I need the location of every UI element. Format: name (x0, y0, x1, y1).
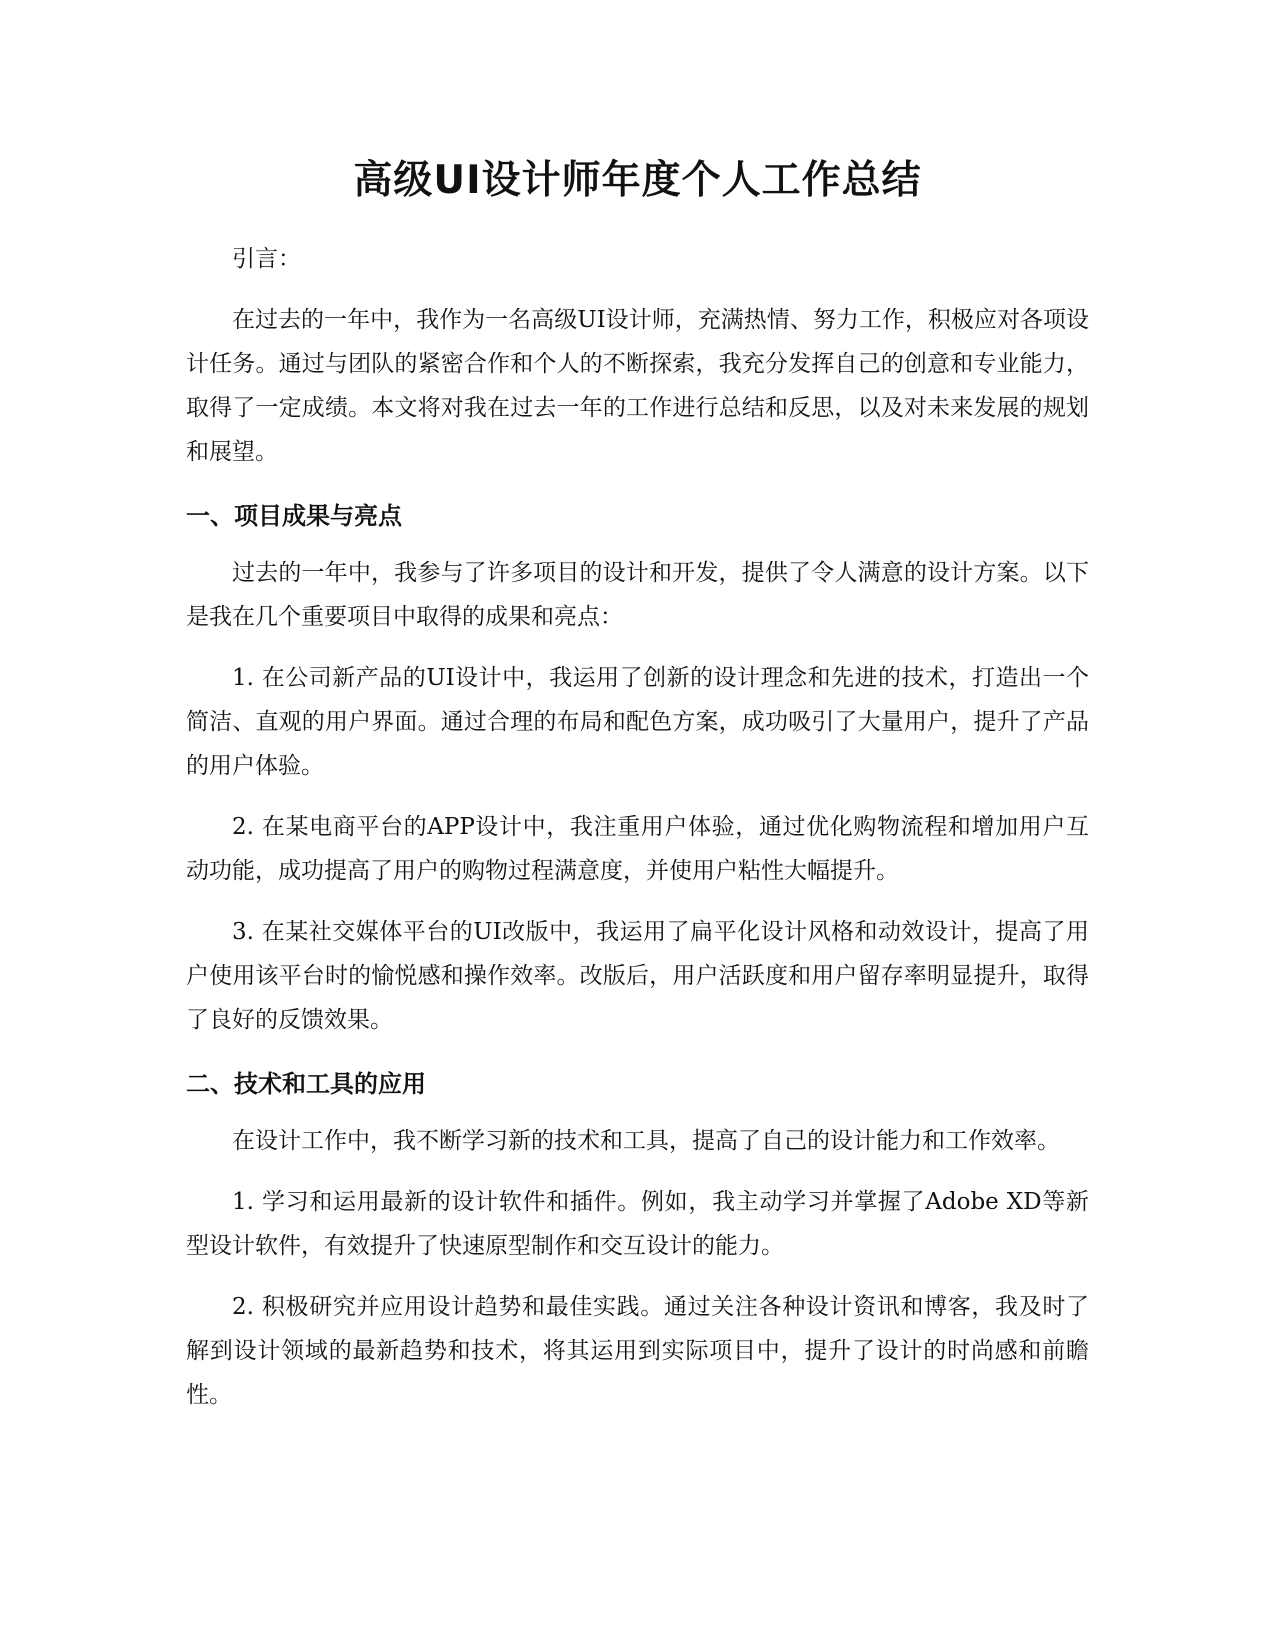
section-1-item-3: 3. 在某社交媒体平台的UI改版中，我运用了扁平化设计风格和动效设计，提高了用户使用该平台时的愉悦感和操作效率。改版后，用户活跃度和用户留存率明显提升，取得了良好的反馈效果。 (186, 919, 1089, 1033)
document-body (186, 145, 1089, 1434)
intro-label: 引言： (232, 246, 301, 272)
section-2-intro: 在设计工作中，我不断学习新的技术和工具，提高了自己的设计能力和工作效率。 (232, 1128, 1060, 1154)
intro-paragraph: 在过去的一年中，我作为一名高级UI设计师，充满热情、努力工作，积极应对各项设计任务。通过与团队的紧密合作和个人的不断探索，我充分发挥自己的创意和专业能力，取得了一定成绩。本文将对我在过去一年的工作进行总结和反思，以及对未来发展的规划和展望。 (186, 307, 1089, 465)
section-1-item-2: 2. 在某电商平台的APP设计中，我注重用户体验，通过优化购物流程和增加用户互动功能，成功提高了用户的购物过程满意度，并使用户粘性大幅提升。 (186, 814, 1089, 884)
section-1-intro: 过去的一年中，我参与了许多项目的设计和开发，提供了令人满意的设计方案。以下是我在几个重要项目中取得的成果和亮点： (186, 560, 1089, 630)
section-2-item-1: 1. 学习和运用最新的设计软件和插件。例如，我主动学习并掌握了Adobe XD等新型设计软件，有效提升了快速原型制作和交互设计的能力。 (186, 1189, 1089, 1259)
section-heading-2: 二、技术和工具的应用 (186, 1070, 426, 1098)
section-1-item-1: 1. 在公司新产品的UI设计中，我运用了创新的设计理念和先进的技术，打造出一个简洁、直观的用户界面。通过合理的布局和配色方案，成功吸引了大量用户，提升了产品的用户体验。 (186, 665, 1089, 779)
section-heading-1: 一、项目成果与亮点 (186, 502, 402, 530)
document-title: 高级UI设计师年度个人工作总结 (353, 158, 922, 203)
section-2-item-2: 2. 积极研究并应用设计趋势和最佳实践。通过关注各种设计资讯和博客，我及时了解到设计领域的最新趋势和技术，将其运用到实际项目中，提升了设计的时尚感和前瞻性。 (186, 1294, 1089, 1408)
